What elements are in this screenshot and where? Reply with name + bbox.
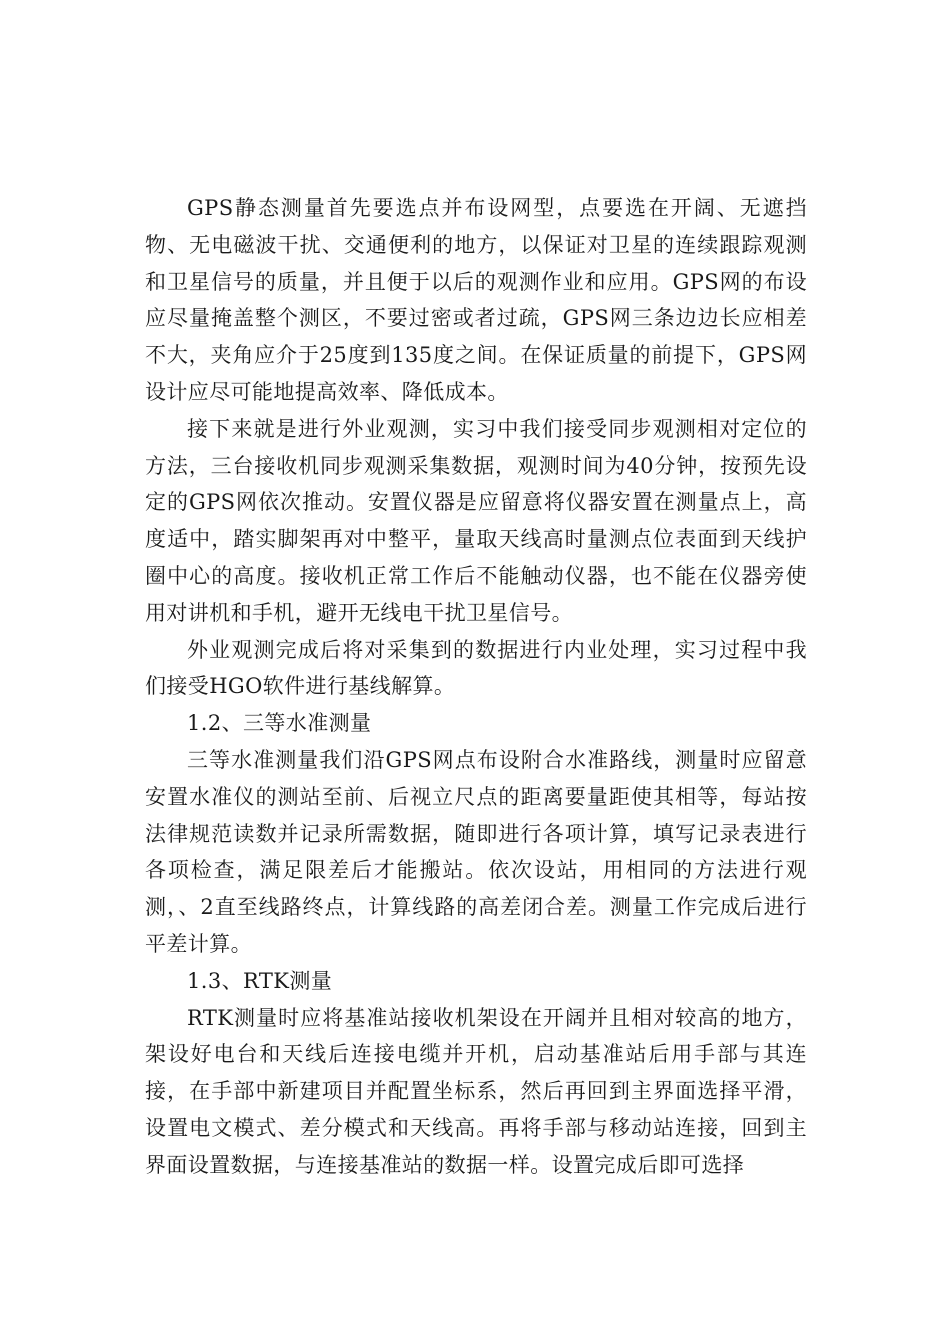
paragraph-field-observation: 接下来就是进行外业观测，实习中我们接受同步观测相对定位的方法，三台接收机同步观测采集数据，观测时间为40分钟，按预先设定的GPS网依次推动。安置仪器是应留意将仪器安置在测量点上，高度适中，踏实脚架再对中整平，量取天线高时量测点位表面到天线护圈中心的高度。接收机正常工作后不能触动仪器，也不能在仪器旁使用对讲机和手机，避开无线电干扰卫星信号。 <box>145 416 807 625</box>
paragraph-third-order-leveling: 三等水准测量我们沿GPS网点布设附合水准路线，测量时应留意安置水准仪的测站至前、后视立尺点的距离要量距使其相等，每站按法律规范读数并记录所需数据，随即进行各项计算，填写记录表进行各项检查，满足限差后才能搬站。依次设站，用相同的方法进行观测，、2直至线路终点，计算线路的高差闭合差。测量工作完成后进行平差计算。 <box>145 747 807 956</box>
section-heading-rtk: 1.3、RTK测量 <box>187 968 333 993</box>
section-heading-leveling: 1.2、三等水准测量 <box>187 711 372 736</box>
document-body <box>145 190 807 1184</box>
paragraph-rtk-survey: RTK测量时应将基准站接收机架设在开阔并且相对较高的地方，架设好电台和天线后连接电缆并开机，启动基准站后用手部与其连接，在手部中新建项目并配置坐标系，然后再回到主界面选择平滑，设置电文模式、差分模式和天线高。再将手部与移动站连接，回到主界面设置数据，与连接基准站的数据一样。设置完成后即可选择 <box>145 1005 807 1177</box>
paragraph-gps-static-survey: GPS静态测量首先要选点并布设网型，点要选在开阔、无遮挡物、无电磁波干扰、交通便利的地方，以保证对卫星的连续跟踪观测和卫星信号的质量，并且便于以后的观测作业和应用。GPS网的布设应尽量掩盖整个测区，不要过密或者过疏，GPS网三条边边长应相差不大，夹角应介于25度到135度之间。在保证质量的前提下，GPS网设计应尽可能地提高效率、降低成本。 <box>145 196 807 404</box>
paragraph-data-processing: 外业观测完成后将对采集到的数据进行内业处理，实习过程中我们接受HGO软件进行基线解算。 <box>145 637 807 699</box>
